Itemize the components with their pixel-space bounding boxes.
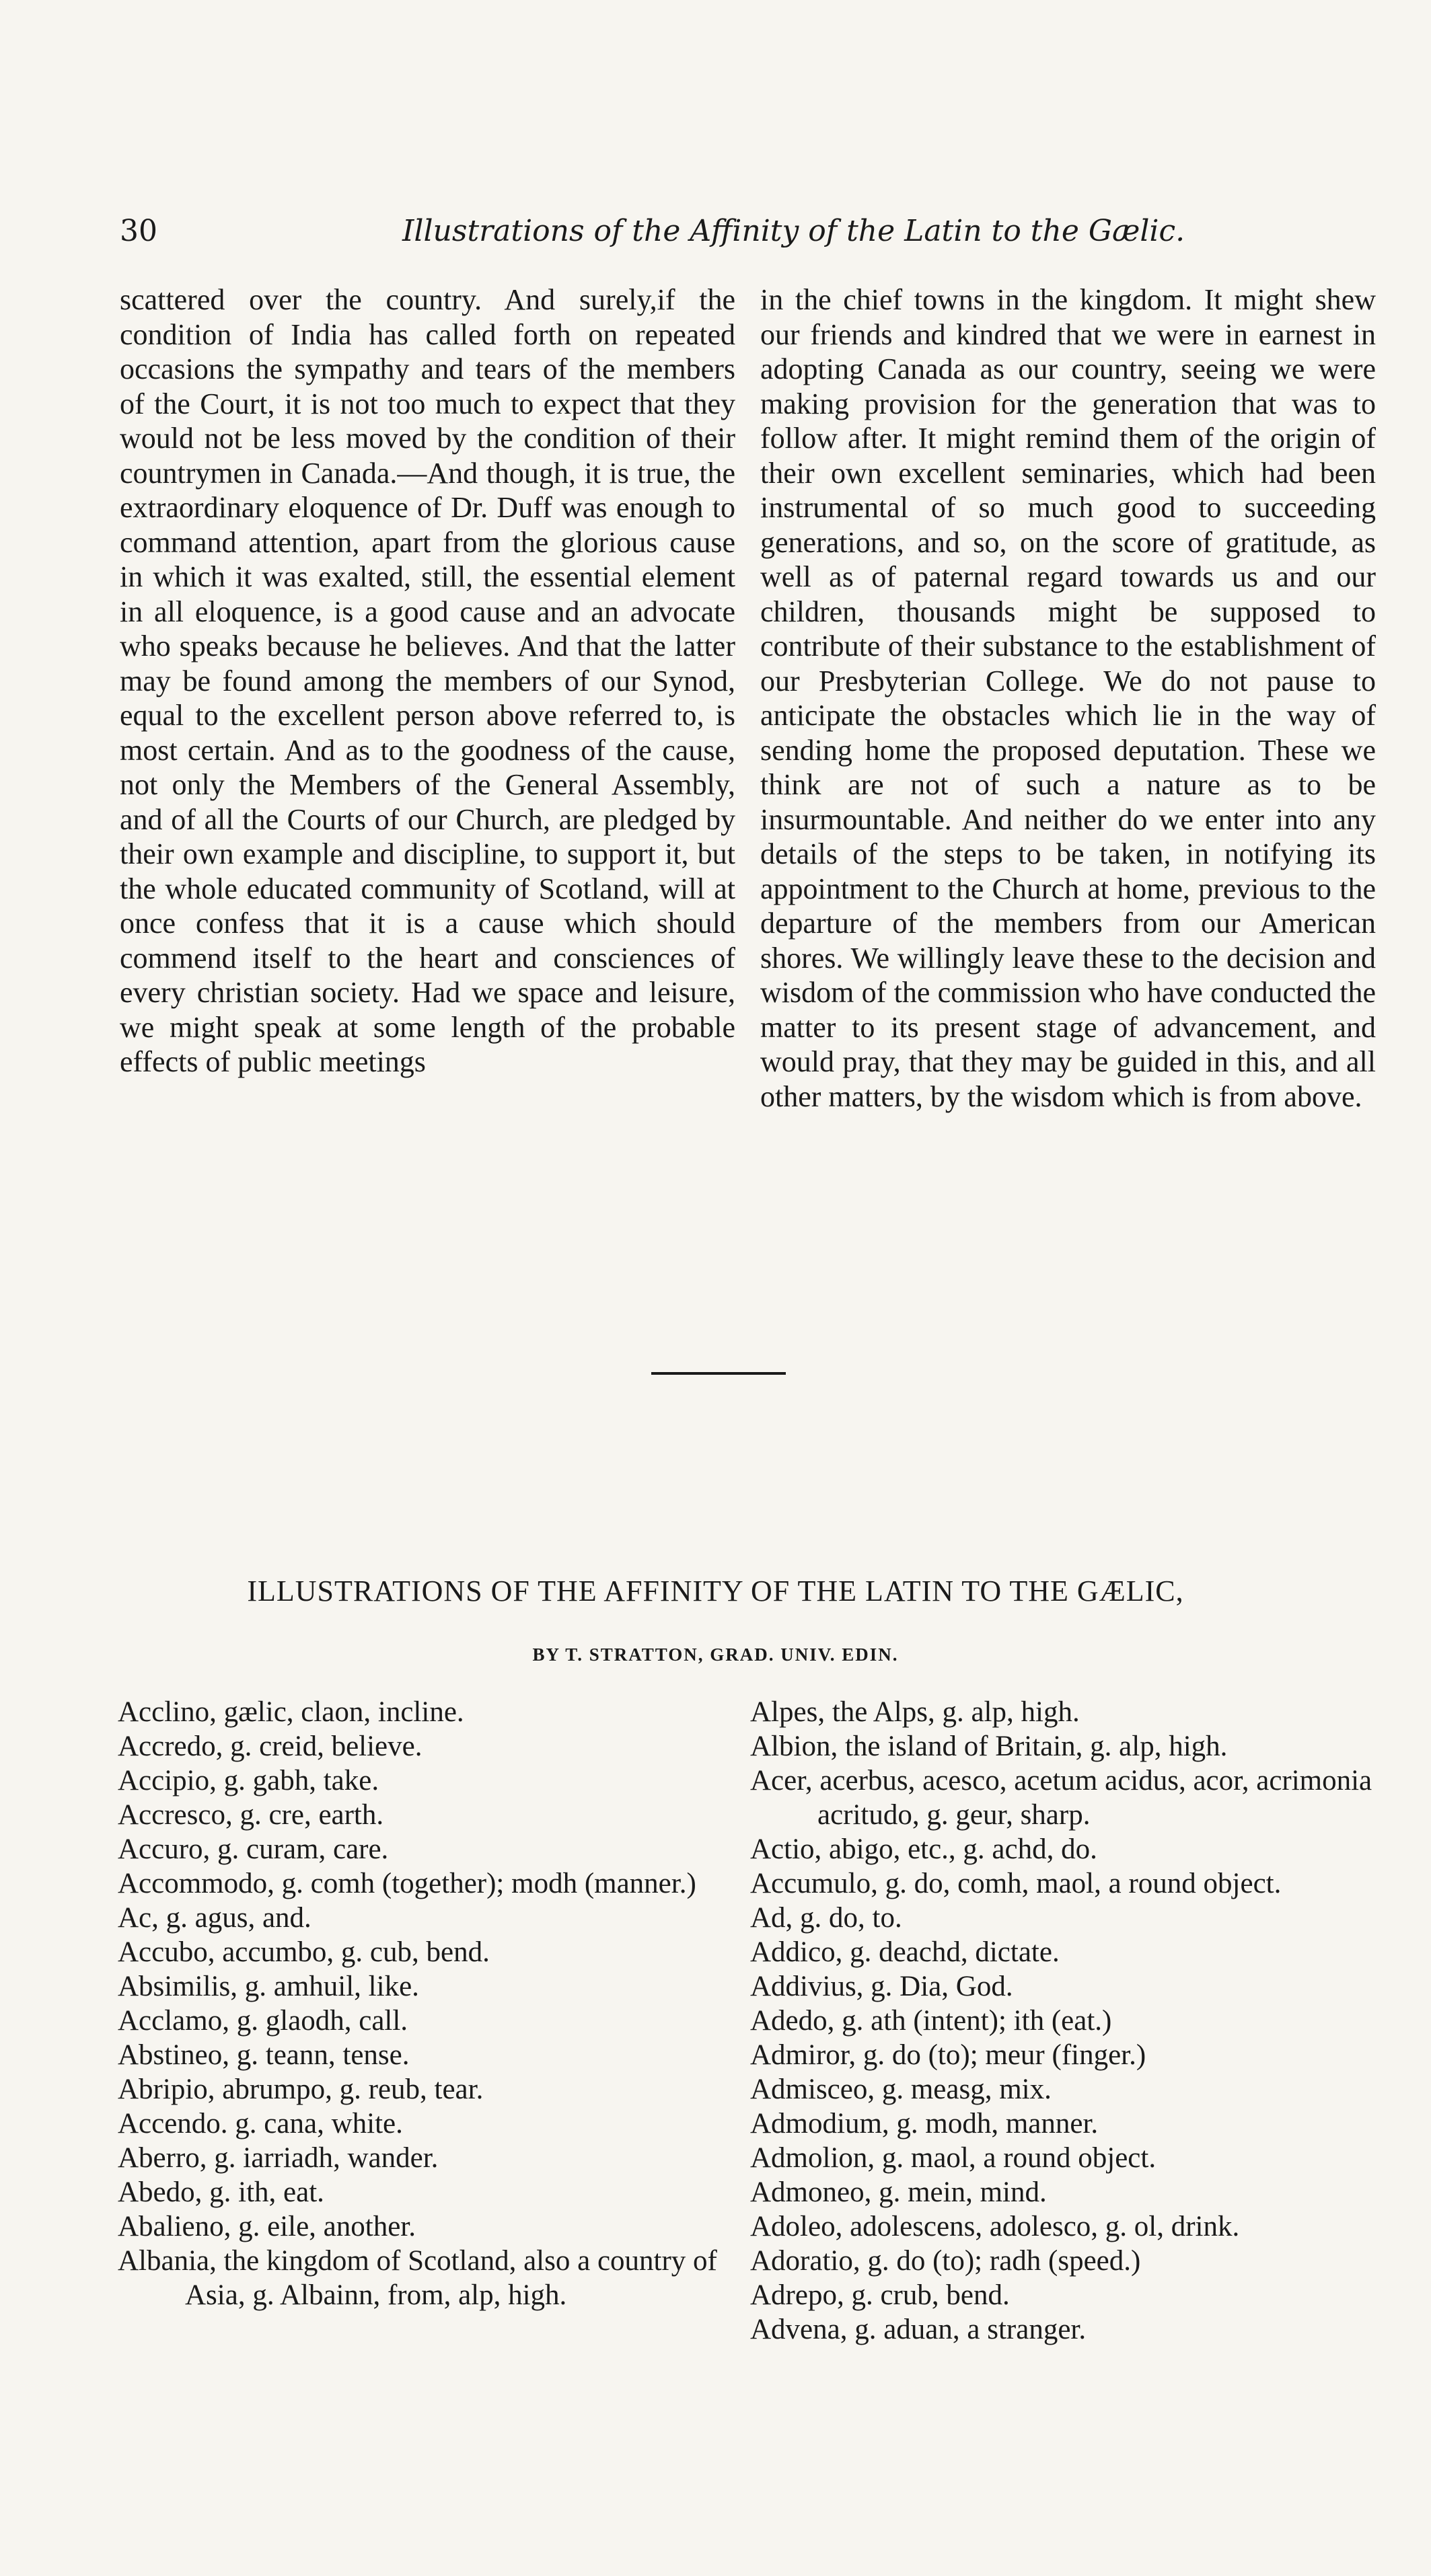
glossary-entry: Accendo. g. cana, white.: [118, 2108, 403, 2139]
essay-text: [120, 282, 1378, 1197]
glossary-entry: Abalieno, g. eile, another.: [118, 2211, 416, 2242]
section-title: ILLUSTRATIONS OF THE AFFINITY OF THE LATIN TO THE GÆLIC,: [247, 1575, 1184, 1607]
running-head: [120, 214, 1185, 261]
glossary-entry: Alpes, the Alps, g. alp, high.: [750, 1696, 1080, 1728]
glossary-entry: Acclamo, g. glaodh, call.: [118, 2005, 408, 2037]
glossary-right-column: [750, 1695, 1396, 2347]
essay-right-column: in the chief towns in the kingdom. It might shew our friends and kindred that we were in earnest in adopting Canada as our country, seeing we were making provision for the generation that was to follow after. It might remind them of the origin of their own excellent seminaries, which had been instrumental of so much good to succeeding generations, and so, on the score of gratitude, as well as of paternal regard towards us and our children, thousands might be supposed to contribute of their substance to the establishment of our Presbyterian College. We do not pause to anticipate the obstacles which lie in the way of sending home the proposed deputation. These we think are not of such a nature as to be insurmountable. And neither do we enter into any details of the steps to be taken, in notifying its appointment to the Church at home, previous to the departure of the members from our American shores. We willingly leave these to the decision and wisdom of the commission who have conducted the matter to its present stage of advancement, and would pray, that they may be guided in this, and all other matters, by the wisdom which is from above.: [760, 283, 1376, 1113]
glossary-entry: Albion, the island of Britain, g. alp, high.: [750, 1731, 1228, 1762]
author-byline: BY T. STRATTON, GRAD. UNIV. EDIN.: [532, 1644, 899, 1665]
glossary-entry: Admiror, g. do (to); meur (finger.): [750, 2039, 1146, 2071]
glossary-entry: Advena, g. aduan, a stranger.: [750, 2314, 1087, 2345]
glossary-entry: Actio, abigo, etc., g. achd, do.: [750, 1833, 1097, 1865]
glossary-entry: Admolion, g. maol, a round object.: [750, 2142, 1157, 2174]
page-number: 30: [120, 214, 157, 248]
glossary-entry: Accresco, g. cre, earth.: [118, 1799, 384, 1831]
glossary-entry: Admoneo, g. mein, mind.: [750, 2176, 1047, 2208]
essay-left-column: scattered over the country. And surely,if the condition of India has called forth on repeated occasions the sympathy and tears of the members of the Court, it is not too much to expect that they would not be less moved by the condition of their countrymen in Canada.—And though, it is true, the extraordinary eloquence of Dr. Duff was enough to command attention, apart from the glorious cause in which it was exalted, still, the essential element in all eloquence, is a good cause and an advocate who speaks because he believes. And that the latter may be found among the members of our Synod, equal to the excellent person above referred to, is most certain. And as to the goodness of the cause, not only the Members of the General Assembly, and of all the Courts of our Church, are pledged by their own example and discipline, to support it, but the whole educated community of Scotland, will at once confess that it is a cause which should commend itself to the heart and consciences of every christian society. Had we space and leisure, we might speak at some length of the probable effects of public meetings: [120, 283, 735, 1078]
glossary-entry: Aberro, g. iarriadh, wander.: [118, 2142, 439, 2174]
glossary-entry: Adoleo, adolescens, adolesco, g. ol, drink.: [750, 2211, 1240, 2242]
glossary-entry: Ad, g. do, to.: [750, 1902, 902, 1934]
glossary-entry: Adedo, g. ath (intent); ith (eat.): [750, 2005, 1112, 2037]
glossary-entry: Abripio, abrumpo, g. reub, tear.: [118, 2074, 484, 2105]
glossary-entry: Accipio, g. gabh, take.: [118, 1765, 379, 1796]
glossary-entry: Accuro, g. curam, care.: [118, 1833, 389, 1865]
glossary-entry: Accommodo, g. comh (together); modh (manner.): [118, 1868, 696, 1899]
glossary-entry: Adrepo, g. crub, bend.: [750, 2279, 1010, 2311]
glossary-entry: Acclino, gælic, claon, incline.: [118, 1696, 464, 1728]
glossary-left-column: [118, 1695, 743, 2312]
glossary-entry: Accredo, g. creid, believe.: [118, 1731, 423, 1762]
glossary: [118, 1695, 1396, 2345]
glossary-entry: Adoratio, g. do (to); radh (speed.): [750, 2245, 1141, 2277]
glossary-entry: Absimilis, g. amhuil, like.: [118, 1971, 419, 2002]
glossary-entry: Abedo, g. ith, eat.: [118, 2176, 324, 2208]
running-title: Illustrations of the Affinity of the Latin to the Gælic.: [402, 214, 1185, 248]
glossary-entry: Accubo, accumbo, g. cub, bend.: [118, 1936, 490, 1968]
glossary-entry: Admisceo, g. measg, mix.: [750, 2074, 1052, 2105]
glossary-entry: Abstineo, g. teann, tense.: [118, 2039, 410, 2071]
glossary-entry: Addivius, g. Dia, God.: [750, 1971, 1013, 2002]
glossary-entry: Addico, g. deachd, dictate.: [750, 1936, 1060, 1968]
glossary-entry: Admodium, g. modh, manner.: [750, 2108, 1099, 2139]
section-divider-rule: [651, 1372, 786, 1375]
glossary-entry: Ac, g. agus, and.: [118, 1902, 311, 1934]
glossary-entry: Albania, the kingdom of Scotland, also a country of Asia, g. Albainn, from, alp, high.: [118, 2245, 717, 2311]
glossary-entry: Accumulo, g. do, comh, maol, a round object.: [750, 1868, 1282, 1899]
glossary-entry: Acer, acerbus, acesco, acetum acidus, acor, acrimonia acritudo, g. geur, sharp.: [750, 1765, 1372, 1831]
